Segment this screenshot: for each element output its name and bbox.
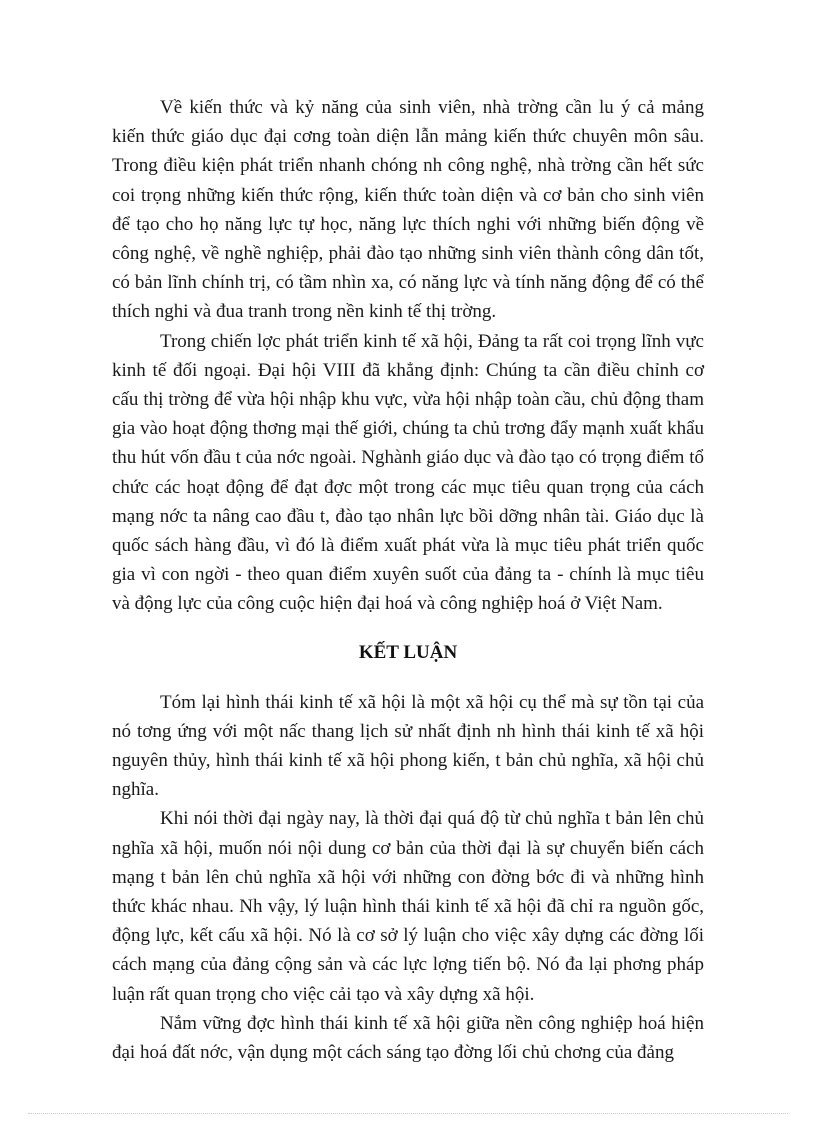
paragraph-economic-strategy: Trong chiến lợc phát triển kinh tế xã hội, Đảng ta rất coi trọng lĩnh vực kinh tế đối ngoại. Đại hội VIII đã khẳng định: Chúng ta cần điều chỉnh cơ cấu thị trờng để vừa hội nhập khu vực, vừa hội nhập toàn cầu, chủ động tham gia vào hoạt động thơng mại thế giới, chúng ta chủ trơng đẩy mạnh xuất khẩu thu hút vốn đầu t của nớc ngoài. Nghành giáo dục và đào tạo có trọng điểm tổ chức các hoạt động để đạt đợc một trong các mục tiêu quan trọng của cách mạng nớc ta nâng cao đầu t, đào tạo nhân lực bồi dỡng nhân tài. Giáo dục là quốc sách hàng đầu, vì đó là điểm xuất phát vừa là mục tiêu phát triển quốc gia vì con ngời - theo quan điểm xuyên suốt của đảng ta - chính là mục tiêu và động lực của công cuộc hiện đại hoá và công nghiệp hoá ở Việt Nam. [112, 330, 704, 615]
paragraph-modern-era: Khi nói thời đại ngày nay, là thời đại quá độ từ chủ nghĩa t bản lên chủ nghĩa xã hội, muốn nói nội dung cơ bản của thời đại là sự chuyển biến cách mạng t bản lên chủ nghĩa xã hội với những con đờng bớc đi và những hình thức khác nhau. Nh vậy, lý luận hình thái kinh tế xã hội đã chỉ ra nguồn gốc, động lực, kết cấu xã hội. Nó là cơ sở lý luận cho việc xây dựng các đờng lối cách mạng của đảng cộng sản và các lực lợng tiến bộ. Nó đa lại phơng pháp luận rất quan trọng cho việc cải tạo và xây dựng xã hội. [112, 808, 704, 1005]
paragraph-student-knowledge: Về kiến thức và kỷ năng của sinh viên, nhà trờng cần lu ý cả mảng kiến thức giáo dục đại cơng toàn diện lẫn mảng kiến thức chuyên môn sâu. Trong điều kiện phát triển nhanh chóng nh công nghệ, nhà trờng cần hết sức coi trọng những kiến thức rộng, kiến thức toàn diện và cơ bản cho sinh viên để tạo cho họ năng lực tự học, năng lực thích nghi với những biến động về công nghệ, về nghề nghiệp, phải đào tạo những sinh viên thành công dân tốt, có bản lĩnh chính trị, có tầm nhìn xa, có năng lực và tính năng động để có thể thích nghi và đua tranh trong nền kinh tế thị trờng. [112, 97, 704, 323]
paragraph-conclusion-summary: Tóm lại hình thái kinh tế xã hội là một xã hội cụ thể mà sự tồn tại của nó tơng ứng với một nấc thang lịch sử nhất định nh hình thái kinh tế xã hội nguyên thủy, hình thái kinh tế xã hội phong kiến, t bản chủ nghĩa, xã hội chủ nghĩa. [112, 691, 704, 801]
page-footer-divider [28, 1113, 788, 1114]
document-body [112, 93, 704, 1067]
paragraph-industrialization: Nắm vững đợc hình thái kinh tế xã hội giữa nền công nghiệp hoá hiện đại hoá đất nớc, vận dụng một cách sáng tạo đờng lối chủ chơng của đảng [112, 1012, 704, 1064]
section-heading-conclusion: KẾT LUẬN [358, 641, 458, 663]
